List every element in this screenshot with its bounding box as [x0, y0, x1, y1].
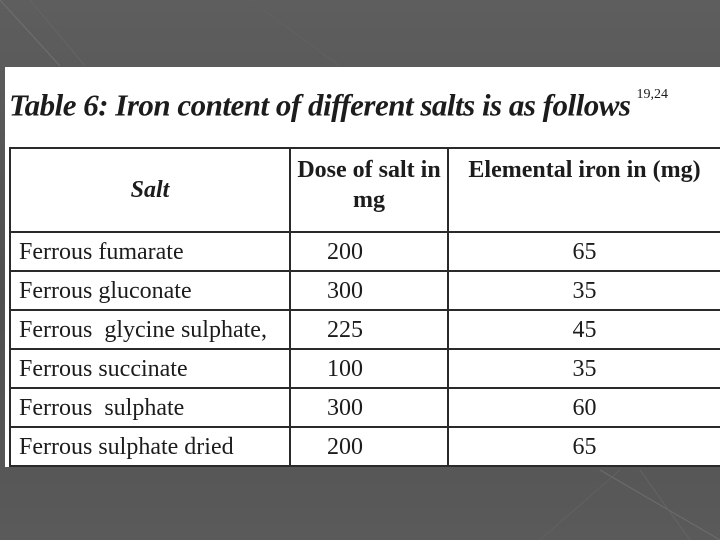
cell-elemental-iron: 65	[448, 427, 720, 466]
table-row	[10, 349, 720, 388]
table-title	[9, 81, 668, 125]
cell-dose: 300	[290, 271, 448, 310]
table-title-text: Table 6: Iron content of different salts is as follows	[9, 87, 631, 123]
table-panel	[5, 67, 720, 467]
header-elemental-iron: Elemental iron in (mg)	[448, 148, 720, 232]
cell-salt: Ferrous sulphate	[10, 388, 290, 427]
cell-dose: 225	[290, 310, 448, 349]
cell-dose: 300	[290, 388, 448, 427]
cell-dose: 200	[290, 427, 448, 466]
cell-salt: Ferrous sulphate dried	[10, 427, 290, 466]
cell-salt: Ferrous glycine sulphate,	[10, 310, 290, 349]
header-dose: Dose of salt in mg	[290, 148, 448, 232]
table-row	[10, 427, 720, 466]
header-salt: Salt	[10, 148, 290, 232]
cell-elemental-iron: 65	[448, 232, 720, 271]
table-header-row	[10, 148, 720, 232]
title-reference: 19,24	[636, 87, 668, 102]
cell-elemental-iron: 35	[448, 271, 720, 310]
cell-salt: Ferrous fumarate	[10, 232, 290, 271]
cell-elemental-iron: 60	[448, 388, 720, 427]
table-row	[10, 271, 720, 310]
cell-dose: 200	[290, 232, 448, 271]
iron-content-table	[9, 147, 720, 467]
table-row	[10, 232, 720, 271]
cell-elemental-iron: 45	[448, 310, 720, 349]
table-row	[10, 388, 720, 427]
cell-salt: Ferrous succinate	[10, 349, 290, 388]
cell-salt: Ferrous gluconate	[10, 271, 290, 310]
cell-dose: 100	[290, 349, 448, 388]
table-row	[10, 310, 720, 349]
cell-elemental-iron: 35	[448, 349, 720, 388]
